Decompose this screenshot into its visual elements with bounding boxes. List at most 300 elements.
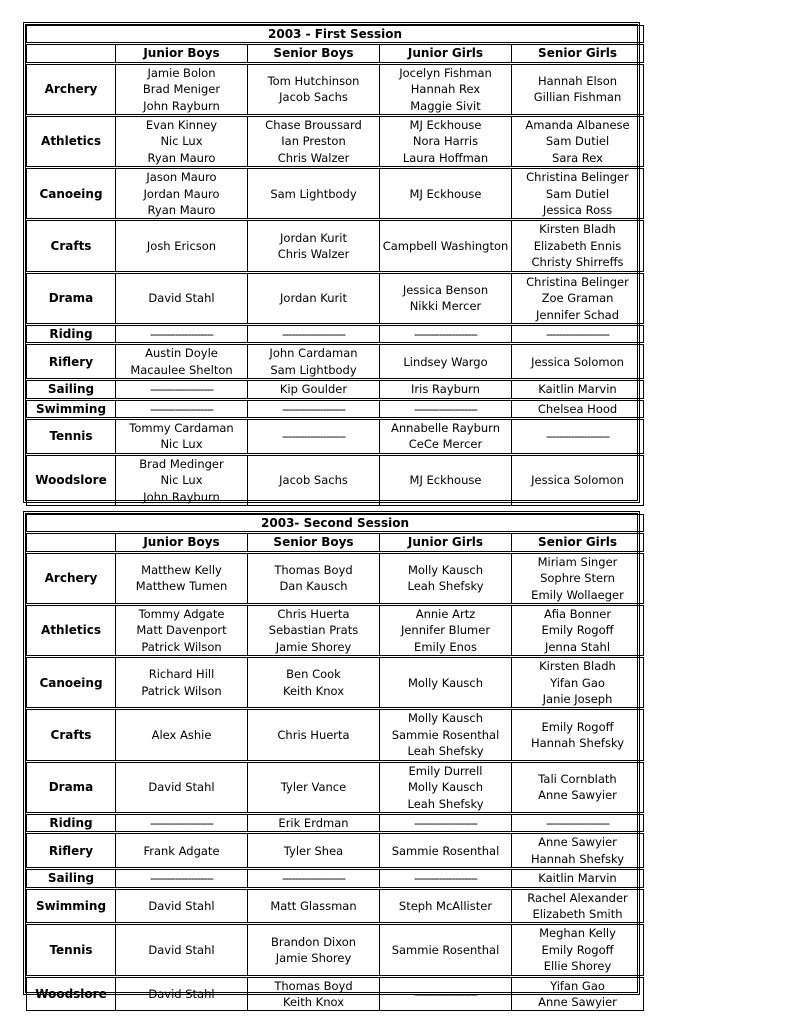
camper-name: Jason Mauro xyxy=(146,170,217,185)
camper-name: Molly Kausch xyxy=(407,711,484,726)
roster-cell xyxy=(116,657,248,709)
roster-cell xyxy=(116,552,248,604)
camper-name: Jessica Benson xyxy=(402,282,489,297)
column-header-row xyxy=(27,533,644,552)
roster-cell xyxy=(512,869,644,888)
table-row xyxy=(27,813,644,832)
table-row xyxy=(27,552,644,604)
camper-name: Keith Knox xyxy=(282,994,344,1009)
camper-name: Molly Kausch xyxy=(407,780,484,795)
roster-cell xyxy=(116,709,248,761)
roster-cell xyxy=(116,344,248,380)
camper-name: Leah Shefsky xyxy=(407,744,484,759)
roster-cell xyxy=(116,399,248,418)
activity-name: Swimming xyxy=(27,888,116,924)
camper-name: Tali Cornblath xyxy=(538,771,617,786)
roster-cell xyxy=(380,63,512,115)
column-header: Senior Girls xyxy=(512,533,644,552)
column-header: Senior Girls xyxy=(512,44,644,63)
camper-name: Kirsten Bladh xyxy=(539,659,616,674)
roster-cell xyxy=(116,324,248,343)
camper-name: Christy Shirreffs xyxy=(531,255,624,270)
roster-cell xyxy=(248,380,380,399)
roster-cell xyxy=(116,869,248,888)
camper-name: -------------------- xyxy=(414,986,477,1001)
camper-name: Chris Huerta xyxy=(277,727,350,742)
camper-name: Nic Lux xyxy=(160,437,203,452)
camper-name: -------------------- xyxy=(546,815,609,830)
camper-name: Nic Lux xyxy=(160,134,203,149)
camper-name: Nikki Mercer xyxy=(409,299,482,314)
table-row xyxy=(27,63,644,115)
camper-name: -------------------- xyxy=(282,429,345,444)
camper-name: Jessica Ross xyxy=(542,203,613,218)
roster-cell xyxy=(116,454,248,505)
roster-cell xyxy=(380,399,512,418)
camper-name: Sam Lightbody xyxy=(270,186,357,201)
camper-name: Brad Medinger xyxy=(139,456,224,471)
camper-name: Nic Lux xyxy=(160,473,203,488)
roster-cell xyxy=(380,657,512,709)
roster-cell xyxy=(248,418,380,454)
activity-name: Riding xyxy=(27,324,116,343)
roster-cell xyxy=(116,168,248,220)
roster-cell xyxy=(248,63,380,115)
roster-cell xyxy=(380,220,512,272)
camper-name: Austin Doyle xyxy=(145,346,218,361)
camper-name: Sam Lightbody xyxy=(270,362,357,377)
roster-cell xyxy=(512,761,644,813)
camper-name: Ryan Mauro xyxy=(147,203,216,218)
camper-name: David Stahl xyxy=(148,898,215,913)
column-header: Junior Boys xyxy=(116,44,248,63)
camper-name: Thomas Boyd xyxy=(274,563,353,578)
activity-name: Archery xyxy=(27,63,116,115)
camper-name: Hannah Shefsky xyxy=(530,736,625,751)
camper-name: Ian Preston xyxy=(281,134,346,149)
table-row xyxy=(27,605,644,657)
activity-name: Athletics xyxy=(27,116,116,168)
first-session-table xyxy=(23,22,640,503)
roster-cell xyxy=(512,709,644,761)
camper-name: Hannah Shefsky xyxy=(530,851,625,866)
camper-name: -------------------- xyxy=(150,871,213,886)
camper-name: Sam Dutiel xyxy=(545,186,610,201)
activity-name: Swimming xyxy=(27,399,116,418)
roster-cell xyxy=(380,833,512,869)
camper-name: -------------------- xyxy=(282,401,345,416)
roster-cell xyxy=(248,888,380,924)
roster-cell xyxy=(116,833,248,869)
roster-cell xyxy=(512,833,644,869)
roster-cell xyxy=(116,418,248,454)
camper-name: Nora Harris xyxy=(412,134,479,149)
camper-name: MJ Eckhouse xyxy=(409,473,482,488)
camper-name: -------------------- xyxy=(546,429,609,444)
camper-name: Alex Ashie xyxy=(151,727,212,742)
table-row xyxy=(27,657,644,709)
camper-name: Lindsey Wargo xyxy=(403,354,488,369)
roster-cell xyxy=(248,324,380,343)
camper-name: Jacob Sachs xyxy=(279,90,348,105)
roster-cell xyxy=(512,220,644,272)
activity-name: Tennis xyxy=(27,418,116,454)
camper-name: Elizabeth Ennis xyxy=(533,238,622,253)
camper-name: Matt Glassman xyxy=(270,898,357,913)
camper-name: Chelsea Hood xyxy=(537,401,618,416)
camper-name: Tom Hutchinson xyxy=(267,74,360,89)
camper-name: John Rayburn xyxy=(143,489,220,504)
camper-name: Jacob Sachs xyxy=(279,473,348,488)
camper-name: -------------------- xyxy=(546,326,609,341)
roster-cell xyxy=(248,168,380,220)
camper-name: -------------------- xyxy=(282,326,345,341)
camper-name: Hannah Rex xyxy=(410,82,481,97)
camper-name: Emily Rogoff xyxy=(541,623,614,638)
table-row xyxy=(27,761,644,813)
table-row xyxy=(27,344,644,380)
activity-name: Canoeing xyxy=(27,168,116,220)
camper-name: Brad Meniger xyxy=(142,82,221,97)
camper-name: Chase Broussard xyxy=(265,118,362,133)
roster-cell xyxy=(248,709,380,761)
camper-name: Chris Walzer xyxy=(277,150,350,165)
camper-name: John Cardaman xyxy=(269,346,358,361)
roster-cell xyxy=(512,924,644,976)
roster-cell xyxy=(116,220,248,272)
camper-name: Iris Rayburn xyxy=(411,382,480,397)
table-row xyxy=(27,454,644,505)
camper-name: -------------------- xyxy=(414,815,477,830)
camper-name: Kaitlin Marvin xyxy=(538,382,617,397)
session-title: 2003 - First Session xyxy=(27,26,644,44)
roster-cell xyxy=(116,813,248,832)
camper-name: -------------------- xyxy=(414,401,477,416)
camper-name: MJ Eckhouse xyxy=(409,186,482,201)
table-row xyxy=(27,709,644,761)
camper-name: Dan Kausch xyxy=(279,579,348,594)
camper-name: Chris Walzer xyxy=(277,247,350,262)
camper-name: Kip Goulder xyxy=(279,382,348,397)
table-row xyxy=(27,168,644,220)
camper-name: Tyler Vance xyxy=(280,780,347,795)
roster-cell xyxy=(248,976,380,1011)
roster-cell xyxy=(380,272,512,324)
roster-cell xyxy=(116,888,248,924)
activity-name: Riflery xyxy=(27,344,116,380)
roster-cell xyxy=(512,399,644,418)
roster-cell xyxy=(512,552,644,604)
camper-name: Hannah Elson xyxy=(537,74,618,89)
camper-name: Leah Shefsky xyxy=(407,796,484,811)
table-row xyxy=(27,418,644,454)
camper-name: Matthew Tumen xyxy=(135,579,228,594)
column-header-row xyxy=(27,44,644,63)
session-title-row xyxy=(27,515,644,533)
roster-cell xyxy=(248,605,380,657)
roster-cell xyxy=(116,63,248,115)
camper-name: Anne Sawyier xyxy=(538,835,617,850)
camper-name: -------------------- xyxy=(414,326,477,341)
camper-name: Jocelyn Fishman xyxy=(399,65,492,80)
roster-cell xyxy=(380,924,512,976)
schedule-table xyxy=(26,25,644,506)
camper-name: -------------------- xyxy=(150,382,213,397)
camper-name: Annie Artz xyxy=(415,607,476,622)
roster-cell xyxy=(512,116,644,168)
column-header: Senior Boys xyxy=(248,533,380,552)
roster-cell xyxy=(248,833,380,869)
camper-name: Tommy Cardaman xyxy=(129,420,234,435)
camper-name: Matt Davenport xyxy=(136,623,227,638)
camper-name: Jamie Shorey xyxy=(275,950,352,965)
roster-cell xyxy=(512,454,644,505)
column-header: Senior Boys xyxy=(248,44,380,63)
activity-name: Drama xyxy=(27,272,116,324)
roster-cell xyxy=(380,761,512,813)
camper-name: -------------------- xyxy=(150,815,213,830)
camper-name: Erik Erdman xyxy=(278,815,349,830)
roster-cell xyxy=(512,813,644,832)
activity-name: Riflery xyxy=(27,833,116,869)
roster-cell xyxy=(512,657,644,709)
roster-cell xyxy=(512,324,644,343)
roster-cell xyxy=(248,220,380,272)
roster-cell xyxy=(512,605,644,657)
camper-name: Jenna Stahl xyxy=(544,639,611,654)
camper-name: Richard Hill xyxy=(148,667,215,682)
roster-cell xyxy=(512,63,644,115)
roster-cell xyxy=(512,976,644,1011)
camper-name: -------------------- xyxy=(414,871,477,886)
camper-name: CeCe Mercer xyxy=(408,437,483,452)
roster-cell xyxy=(380,324,512,343)
roster-cell xyxy=(116,761,248,813)
camper-name: Yifan Gao xyxy=(550,675,605,690)
roster-cell xyxy=(248,761,380,813)
roster-cell xyxy=(512,380,644,399)
camper-name: Molly Kausch xyxy=(407,675,484,690)
camper-name: Kaitlin Marvin xyxy=(538,871,617,886)
camper-name: Zoe Graman xyxy=(541,291,614,306)
roster-cell xyxy=(380,552,512,604)
camper-name: Sophre Stern xyxy=(540,571,615,586)
camper-name: Jordan Kurit xyxy=(280,291,347,306)
camper-name: Sammie Rosenthal xyxy=(391,843,500,858)
activity-name: Woodslore xyxy=(27,454,116,505)
session-title-row xyxy=(27,26,644,44)
table-row xyxy=(27,272,644,324)
camper-name: Ellie Shorey xyxy=(543,959,612,974)
roster-cell xyxy=(380,454,512,505)
camper-name: David Stahl xyxy=(148,942,215,957)
corner-cell xyxy=(27,44,116,63)
roster-cell xyxy=(116,380,248,399)
camper-name: Molly Kausch xyxy=(407,563,484,578)
camper-name: Thomas Boyd xyxy=(274,978,353,993)
camper-name: Jordan Kurit xyxy=(280,230,347,245)
camper-name: Yifan Gao xyxy=(550,978,605,993)
roster-cell xyxy=(380,709,512,761)
camper-name: Emily Durrell xyxy=(408,763,483,778)
roster-cell xyxy=(380,168,512,220)
camper-name: Annabelle Rayburn xyxy=(391,420,500,435)
camper-name: Emily Rogoff xyxy=(541,719,614,734)
roster-cell xyxy=(512,888,644,924)
camper-name: Jennifer Schad xyxy=(536,307,620,322)
table-row xyxy=(27,324,644,343)
camper-name: Leah Shefsky xyxy=(407,579,484,594)
activity-name: Woodslore xyxy=(27,976,116,1011)
camper-name: Meghan Kelly xyxy=(539,926,616,941)
camper-name: Emily Wollaeger xyxy=(531,587,624,602)
camper-name: -------------------- xyxy=(282,871,345,886)
roster-cell xyxy=(248,657,380,709)
roster-cell xyxy=(512,344,644,380)
camper-name: Tommy Adgate xyxy=(138,607,225,622)
camper-name: Patrick Wilson xyxy=(141,639,222,654)
table-row xyxy=(27,976,644,1011)
activity-name: Sailing xyxy=(27,380,116,399)
roster-cell xyxy=(380,605,512,657)
camper-name: Jamie Bolon xyxy=(147,65,216,80)
camper-name: Evan Kinney xyxy=(145,118,218,133)
camper-name: Tyler Shea xyxy=(283,843,344,858)
camper-name: Elizabeth Smith xyxy=(532,906,623,921)
schedule-table xyxy=(26,514,644,1011)
camper-name: Matthew Kelly xyxy=(141,563,222,578)
roster-cell xyxy=(116,116,248,168)
camper-name: Amanda Albanese xyxy=(525,118,630,133)
table-row xyxy=(27,399,644,418)
activity-name: Canoeing xyxy=(27,657,116,709)
roster-cell xyxy=(380,344,512,380)
column-header: Junior Boys xyxy=(116,533,248,552)
roster-cell xyxy=(116,272,248,324)
camper-name: Laura Hoffman xyxy=(402,150,489,165)
activity-name: Tennis xyxy=(27,924,116,976)
table-row xyxy=(27,833,644,869)
camper-name: Sammie Rosenthal xyxy=(391,942,500,957)
camper-name: Rachel Alexander xyxy=(527,890,628,905)
camper-name: David Stahl xyxy=(148,291,215,306)
activity-name: Riding xyxy=(27,813,116,832)
roster-cell xyxy=(248,116,380,168)
activity-name: Crafts xyxy=(27,220,116,272)
camper-name: Brandon Dixon xyxy=(270,934,357,949)
camper-name: John Rayburn xyxy=(143,98,220,113)
activity-name: Drama xyxy=(27,761,116,813)
camper-name: Keith Knox xyxy=(282,683,344,698)
roster-cell xyxy=(248,813,380,832)
camper-name: Jessica Solomon xyxy=(531,354,624,369)
camper-name: Jennifer Blumer xyxy=(400,623,491,638)
table-row xyxy=(27,869,644,888)
camper-name: Sara Rex xyxy=(552,150,603,165)
roster-cell xyxy=(512,418,644,454)
camper-name: -------------------- xyxy=(150,401,213,416)
camper-name: David Stahl xyxy=(148,986,215,1001)
camper-name: MJ Eckhouse xyxy=(409,118,482,133)
activity-name: Sailing xyxy=(27,869,116,888)
camper-name: Chris Huerta xyxy=(277,607,350,622)
activity-name: Archery xyxy=(27,552,116,604)
activity-name: Athletics xyxy=(27,605,116,657)
camper-name: Emily Enos xyxy=(414,639,477,654)
roster-cell xyxy=(116,605,248,657)
roster-cell xyxy=(380,380,512,399)
roster-cell xyxy=(248,924,380,976)
camper-name: Afia Bonner xyxy=(543,607,612,622)
camper-name: -------------------- xyxy=(150,326,213,341)
camper-name: Kirsten Bladh xyxy=(539,222,616,237)
roster-cell xyxy=(380,418,512,454)
roster-cell xyxy=(248,552,380,604)
camper-name: David Stahl xyxy=(148,780,215,795)
roster-cell xyxy=(512,272,644,324)
roster-cell xyxy=(116,976,248,1011)
table-row xyxy=(27,220,644,272)
camper-name: Ryan Mauro xyxy=(147,150,216,165)
roster-cell xyxy=(248,399,380,418)
camper-name: Gillian Fishman xyxy=(533,90,622,105)
camper-name: Miriam Singer xyxy=(537,554,618,569)
roster-cell xyxy=(380,888,512,924)
roster-cell xyxy=(380,976,512,1011)
camper-name: Christina Belinger xyxy=(526,170,629,185)
roster-cell xyxy=(248,344,380,380)
camper-name: Jessica Solomon xyxy=(531,473,624,488)
table-row xyxy=(27,888,644,924)
camper-name: Frank Adgate xyxy=(143,843,220,858)
roster-cell xyxy=(380,116,512,168)
camper-name: Janie Joseph xyxy=(542,692,613,707)
camper-name: Campbell Washington xyxy=(382,238,509,253)
column-header: Junior Girls xyxy=(380,533,512,552)
camper-name: Jamie Shorey xyxy=(275,639,352,654)
camper-name: Sebastian Prats xyxy=(268,623,359,638)
roster-cell xyxy=(380,869,512,888)
camper-name: Emily Rogoff xyxy=(541,942,614,957)
roster-cell xyxy=(380,813,512,832)
second-session-table xyxy=(23,511,640,1009)
column-header: Junior Girls xyxy=(380,44,512,63)
camper-name: Patrick Wilson xyxy=(141,683,222,698)
camper-name: Jordan Mauro xyxy=(143,186,220,201)
table-row xyxy=(27,380,644,399)
roster-cell xyxy=(248,272,380,324)
corner-cell xyxy=(27,533,116,552)
roster-cell xyxy=(512,168,644,220)
camper-name: Josh Ericson xyxy=(146,238,217,253)
table-row xyxy=(27,924,644,976)
roster-cell xyxy=(248,869,380,888)
table-row xyxy=(27,116,644,168)
roster-cell xyxy=(116,924,248,976)
camper-name: Maggie Sivit xyxy=(410,98,481,113)
roster-cell xyxy=(248,454,380,505)
camper-name: Christina Belinger xyxy=(526,274,629,289)
camper-name: Sammie Rosenthal xyxy=(391,727,500,742)
camper-name: Sam Dutiel xyxy=(545,134,610,149)
activity-name: Crafts xyxy=(27,709,116,761)
session-title: 2003- Second Session xyxy=(27,515,644,533)
camper-name: Steph McAllister xyxy=(398,898,493,913)
camper-name: Anne Sawyier xyxy=(538,994,617,1009)
camper-name: Macaulee Shelton xyxy=(130,362,233,377)
camper-name: Anne Sawyier xyxy=(538,788,617,803)
camper-name: Ben Cook xyxy=(286,667,341,682)
